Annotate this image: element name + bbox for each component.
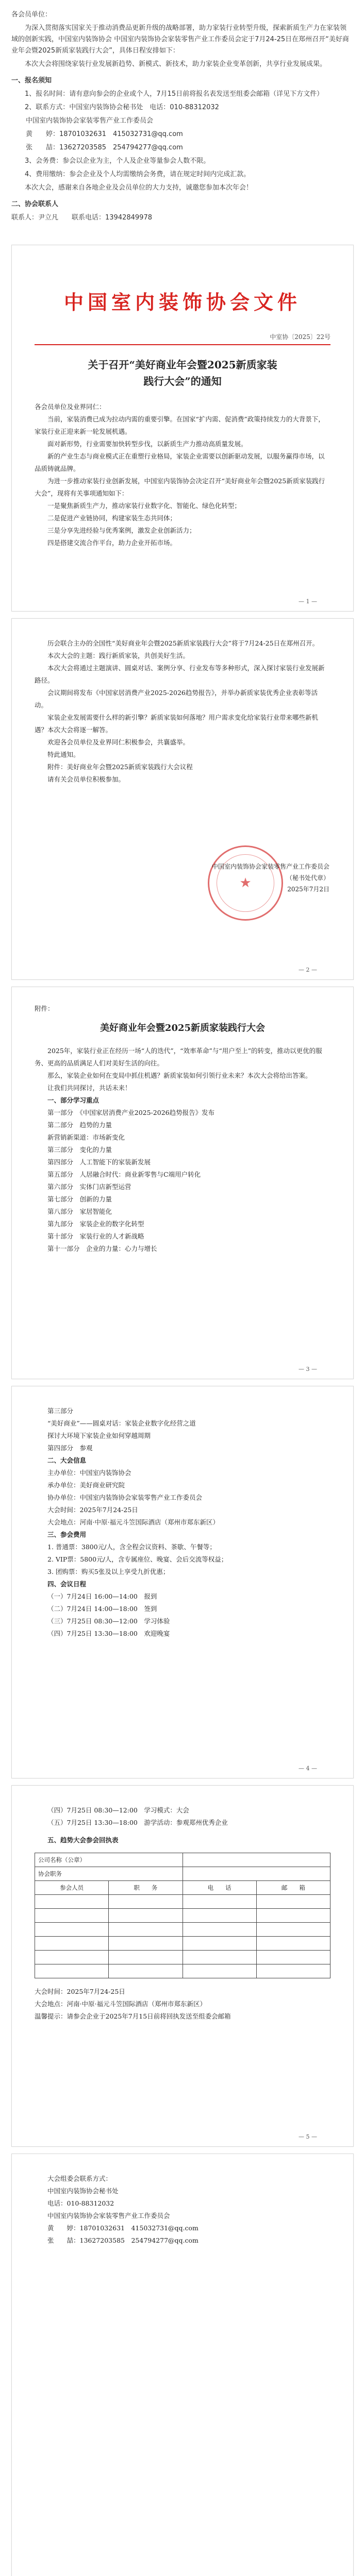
info-line: 主办单位：中国室内装饰协会: [47, 1469, 131, 1477]
page-number: — 4 —: [299, 1765, 317, 1772]
table-input-cell[interactable]: [183, 1867, 330, 1881]
page-number: — 2 —: [299, 967, 317, 973]
document-page-6: [11, 2154, 354, 2576]
schedule-item: （四）7月25日 08:30—12:00 学习模式：大会: [47, 1806, 189, 1814]
body-paragraph: 一是聚焦新质生产力，推动家装行业数字化、智能化、绿色化转型；: [47, 502, 241, 510]
document-page-2: [11, 618, 354, 980]
table-input-cell[interactable]: [35, 1895, 109, 1909]
table-row: [35, 1937, 330, 1951]
body-paragraph: 会议期间将发布《中国家居消费产业2025-2026趋势报告》，并举办新质家装优秀企业表彰等活动。: [35, 689, 318, 709]
table-header-cell: 公司名称（公章）: [35, 1853, 183, 1867]
body-paragraph: 历会联合主办的全国性“美好商业年会暨2025新质家装践行大会”将于7月24-25日在郑州召开。: [47, 639, 319, 647]
info-line: 2. VIP票：5800元/人，含专属座位、晚宴、会后交流等权益；: [47, 1555, 228, 1563]
intro-paragraph-2: 本次大会将围绕家装行业发展新趋势、新模式、新技术，助力家装企业变革创新，共享行业发展成果。: [25, 60, 327, 68]
agenda-item: 第四部分 参观: [47, 1444, 93, 1452]
agenda-item: “美好商业”——圆桌对话：家装企业数字化经营之道: [47, 1419, 196, 1427]
table-input-cell[interactable]: [35, 1951, 109, 1964]
contact-huang: 黄 婷：18701032631 415032731@qq.com: [26, 130, 183, 138]
table-input-cell[interactable]: [256, 1951, 330, 1964]
section-heading-contact: 二、协会联系人: [11, 200, 59, 208]
body-paragraph: 本次大会将通过主题演讲、圆桌对话、案例分享、行业发布等多种形式，深入探讨家装行业发展新路径。: [35, 664, 325, 684]
info-line: 大会地点：河南·中原·福元斗笠国际酒店（郑州市郑东新区）: [35, 2000, 206, 2008]
schedule-item: （五）7月25日 13:30—18:00 游学活动：参观郑州优秀企业: [47, 1819, 228, 1826]
committee-name: 中国室内装饰协会家装零售产业工作委员会: [26, 117, 154, 125]
table-input-cell[interactable]: [183, 1937, 256, 1951]
table-header-cell: 职 务: [109, 1881, 183, 1895]
info-line: 电话：010-88312032: [47, 2199, 114, 2207]
schedule-item: （二）7月24日 14:00—18:00 签到: [47, 1605, 157, 1613]
agenda-item: 第八部分 家居智能化: [47, 1208, 112, 1215]
table-header-cell: 协会职务: [35, 1867, 183, 1881]
agenda-item: 第二部分 趋势的力量: [47, 1121, 112, 1129]
intro-paragraph-3: 本次大会，感谢来自各地企业及会员单位的大力支持，诚邀您参加本次年会！: [25, 184, 253, 192]
table-input-cell[interactable]: [183, 1895, 256, 1909]
table-row: [35, 1964, 330, 1978]
contact-info: 2、联系方式：中国室内装饰协会秘书处 电话：010-88312032: [25, 104, 219, 111]
signer-note: （秘书处代章）: [286, 874, 329, 882]
body-paragraph: 当前，家装消费已成为拉动内需的重要引擎。在国家“扩内需、促消费”政策持续发力的大背景下，家装行业正迎来新一轮发展机遇。: [35, 415, 325, 435]
table-row: [35, 1881, 330, 1895]
agenda-item: 探讨大环境下家装企业如何穿越周期: [47, 1432, 151, 1439]
section-heading: 三、参会费用: [47, 1531, 87, 1538]
table-input-cell[interactable]: [183, 1964, 256, 1978]
table-input-cell[interactable]: [109, 1937, 183, 1951]
page-number: — 1 —: [299, 598, 317, 605]
signer-org: 中国室内装饰协会家装零售产业工作委员会: [211, 863, 329, 870]
body-paragraph: 新的产业生态与商业模式正在重塑行业格局，家装企业需要以创新驱动发展，以服务赢得市场，以品质铸就品牌。: [35, 452, 325, 472]
fee-info: 3、会务费：参会以企业为主，个人及企业等量参会人数不限。: [25, 157, 210, 165]
info-line: 3. 团购票：购买5张及以上享受九折优惠；: [47, 1568, 170, 1575]
info-line: 大会地点：河南·中原·福元斗笠国际酒店（郑州市郑东新区）: [47, 1518, 219, 1526]
document-title: [35, 357, 330, 389]
contact-zhang: 张 喆：13627203585 254794277@qq.com: [26, 144, 183, 151]
section-heading: 一、部分学习重点: [47, 1096, 100, 1104]
document-body-6: [35, 2173, 330, 2247]
body-paragraph: 特此通知。: [47, 751, 80, 758]
table-row: [35, 1867, 330, 1881]
info-line: 中国室内装饰协会秘书处: [47, 2187, 119, 2195]
agenda-item: 第九部分 家装企业的数字化转型: [47, 1220, 144, 1228]
table-input-cell[interactable]: [35, 1937, 109, 1951]
org-red-title: 中国室内装饰协会文件: [63, 291, 301, 314]
document-body-1: [35, 401, 330, 549]
info-line: 中国室内装饰协会家装零售产业工作委员会: [47, 2212, 170, 2219]
table-input-cell[interactable]: [256, 1937, 330, 1951]
body-paragraph: 让我们共同探讨，共话未来！: [47, 1084, 131, 1092]
section-heading: 二、大会信息: [47, 1456, 87, 1464]
document-body-2: [35, 637, 330, 786]
document-body-5: [35, 1804, 330, 1846]
table-input-cell[interactable]: [109, 1964, 183, 1978]
document-page-4: [11, 1386, 354, 1778]
section-heading: 四、会议日程: [47, 1580, 87, 1588]
body-paragraph: 2025年，家装行业正在经历一场“人的迭代”，“效率革命”与“用户至上”的转变，推动以更优的服务、更高的品质满足人们对美好生活的向往。: [35, 1047, 322, 1067]
agenda-item: 第十部分 家装行业的人才新战略: [47, 1232, 144, 1240]
table-input-cell[interactable]: [256, 1964, 330, 1978]
document-page-5: [11, 1785, 354, 2147]
agenda-item: 第七部分 创新的力量: [47, 1195, 112, 1203]
table-row: [35, 1909, 330, 1923]
salutation: 各会员单位及业界同仁：: [35, 403, 106, 411]
body-paragraph: 四是搭建交流合作平台，助力企业开拓市场。: [47, 539, 177, 547]
table-notes: [35, 1986, 330, 2023]
intro-section: [0, 0, 364, 224]
agenda-item: 新营销新渠道：市场新变化: [47, 1133, 125, 1141]
table-input-cell[interactable]: [183, 1951, 256, 1964]
table-input-cell[interactable]: [256, 1909, 330, 1923]
body-paragraph: 三是分享先进经验与优秀案例，激发企业创新活力；: [47, 527, 196, 534]
table-input-cell[interactable]: [109, 1895, 183, 1909]
document-title-line-2: 践行大会”的通知: [143, 375, 222, 387]
table-input-cell[interactable]: [183, 1923, 256, 1937]
info-line: 1. 普通票：3800元/人，含全程会议资料、茶歇、午餐等；: [47, 1543, 216, 1551]
agenda-item: 第四部分 人工智能下的家装新发展: [47, 1158, 151, 1166]
table-input-cell[interactable]: [35, 1923, 109, 1937]
receipt-table: [35, 1853, 330, 1978]
greeting: 各会员单位：: [11, 11, 52, 19]
body-paragraph: 家装企业发展需要什么样的新引擎？新质家装如何落地？用户需求变化给家装行业带来哪些新机遇？本次大会将逐一解答。: [35, 714, 319, 734]
table-row: [35, 1923, 330, 1937]
table-input-cell[interactable]: [109, 1923, 183, 1937]
table-row: [35, 1895, 330, 1909]
info-line: 黄 婷：18701032631 415032731@qq.com: [47, 2224, 198, 2232]
table-input-cell[interactable]: [35, 1909, 109, 1923]
seal-star-icon: ★: [239, 875, 252, 891]
info-line: 张 喆：13627203585 254794277@qq.com: [47, 2236, 198, 2244]
attachment-note: 附件：美好商业年会暨2025新质家装践行大会议程: [47, 763, 193, 771]
document-body-3: [35, 1003, 330, 1255]
section-heading-registration: 一、报名须知: [11, 77, 52, 84]
table-input-cell[interactable]: [256, 1895, 330, 1909]
signer-date: 2025年7月2日: [287, 886, 329, 893]
page-number: — 5 —: [299, 2133, 317, 2140]
agenda-item: 第六部分 实体门店新型运营: [47, 1183, 131, 1191]
agenda-item: 第一部分 《中国家居消费产业2025-2026趋势报告》发布: [47, 1109, 215, 1116]
info-line: 承办单位：美好商业研究院: [47, 1481, 125, 1489]
document-number: 中室协〔2025〕22号: [270, 333, 330, 341]
table-input-cell[interactable]: [183, 1909, 256, 1923]
agenda-item: 第十一部分 企业的力量：心力与增长: [47, 1245, 157, 1252]
table-input-cell[interactable]: [109, 1951, 183, 1964]
agenda-item: 第五部分 人居融合时代：商业新零售与C端用户转化: [47, 1171, 201, 1178]
section-heading: 五、趋势大会参会回执表: [47, 1836, 119, 1844]
table-header-cell: 电 话: [183, 1881, 256, 1895]
body-paragraph: 欢迎各会员单位及业界同仁积极参会，共襄盛举。: [47, 738, 190, 746]
info-line: 协办单位：中国室内装饰协会家装零售产业工作委员会: [47, 1494, 203, 1501]
table-input-cell[interactable]: [35, 1964, 109, 1978]
info-line: 大会时间：2025年7月24-25日: [35, 1988, 125, 1995]
document-page-1: [11, 245, 354, 612]
document-page-3: [11, 987, 354, 1379]
association-contact: 联系人：尹立凡 联系电话：13942849978: [11, 214, 152, 222]
body-paragraph: 二是促进产业链协同，构建家装生态共同体；: [47, 514, 177, 522]
table-row: [35, 1853, 330, 1867]
schedule-item: （四）7月25日 13:30—18:00 欢迎晚宴: [47, 1630, 170, 1637]
table-input-cell[interactable]: [183, 1853, 330, 1867]
warm-tip: 温馨提示：请参会企业于2025年7月15日前将回执发送至组委会邮箱: [35, 2012, 231, 2020]
signer-block: [212, 861, 329, 895]
body-paragraph: 本次大会的主题：践行新质家装，共创美好生活。: [47, 652, 190, 659]
body-paragraph: 请有关会员单位积极参加。: [47, 775, 125, 783]
agenda-item: 第三部分: [47, 1407, 74, 1415]
body-paragraph: 那么，家装企业如何在变局中抓住机遇？新质家装如何引领行业未来？本次大会将给出答案。: [47, 1072, 312, 1079]
red-divider: [35, 344, 330, 345]
annex-title: 美好商业年会暨2025新质家装践行大会: [100, 1023, 266, 1033]
fee-payment: 4、费用缴纳：参会企业及个人均需缴纳会务费，请在规定时间内完成汇款。: [25, 171, 251, 178]
document-title-line-1: 关于召开“美好商业年会暨2025新质家装: [88, 359, 277, 371]
table-row: [35, 1951, 330, 1964]
table-header-cell: 邮 箱: [256, 1881, 330, 1895]
document-body-4: [35, 1405, 330, 1640]
info-line: 大会时间：2025年7月24-25日: [47, 1506, 138, 1514]
table-input-cell[interactable]: [109, 1909, 183, 1923]
body-paragraph: 面对新形势，行业需要加快转型步伐，以新质生产力推动高质量发展。: [47, 440, 247, 448]
schedule-item: （三）7月25日 08:30—12:00 学习体验: [47, 1617, 170, 1625]
agenda-item: 第三部分 变化的力量: [47, 1146, 112, 1154]
info-line: 大会组委会联系方式：: [47, 2175, 112, 2182]
schedule-item: （一）7月24日 16:00—14:00 报到: [47, 1592, 157, 1600]
table-input-cell[interactable]: [256, 1923, 330, 1937]
body-paragraph: 为进一步推动家装行业创新发展，中国室内装饰协会决定召开“美好商业年会暨2025新质家装践行大会”，现将有关事项通知如下：: [35, 477, 325, 497]
page-number: — 3 —: [299, 1366, 317, 1372]
annex-label: 附件：: [35, 1005, 54, 1012]
registration-time: 1、报名时间：请有意向参会的企业或个人，7月15日前将报名表发送至组委会邮箱（详见下方文件）: [25, 90, 324, 98]
table-header-cell: 参会人员: [35, 1881, 109, 1895]
intro-paragraph-1: 为深入贯彻落实国家关于推动消费品更新升级的战略部署，助力家装行业转型升级，探索新质生产力在家装领域的创新实践，中国室内装饰协会 中国室内装饰协会家装零售产业工作委员会定于7月24-25日在郑州召开“美好商业年会暨2025新质家装践行大会”，具体日程安排如下：: [11, 24, 349, 55]
